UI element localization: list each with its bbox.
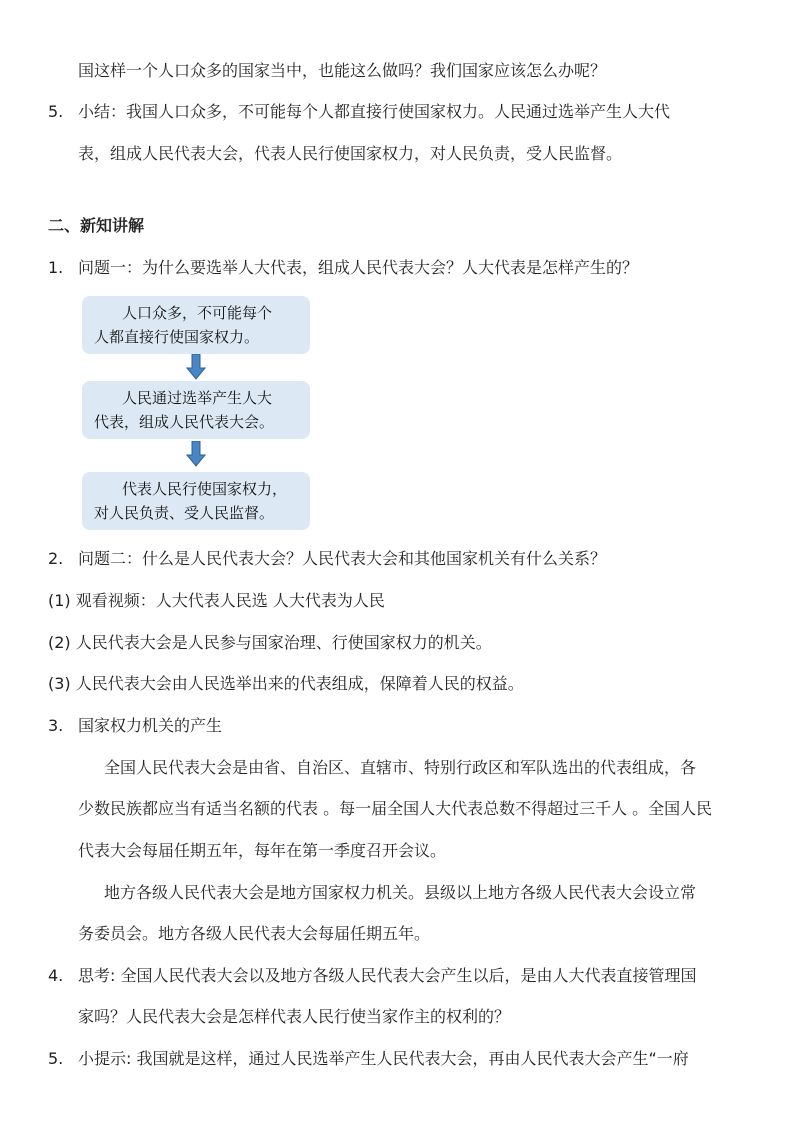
flow-box-1-line-2: 人都直接行使国家权力。 (94, 328, 260, 346)
intro-continuation-line: 国这样一个人口众多的国家当中，也能这么做吗？我们国家应该怎么办呢？ (78, 61, 607, 80)
paragraph-1-line-2: 少数民族都应当有适当名额的代表 。每一届全国人大代表总数不得超过三千人 。全国人民 (78, 799, 713, 818)
paragraph-1-line-3: 代表大会每届任期五年，每年在第一季度召开会议。 (78, 841, 447, 860)
sub-item-3: (3) 人民代表大会由人民选举出来的代表组成，保障着人民的权益。 (48, 674, 524, 693)
question-4-line-1: 思考: 全国人民代表大会以及地方各级人民代表大会产生以后，是由人大代表直接管理国 (78, 966, 697, 985)
hint-line-1: 小提示: 我国就是这样，通过人民选举产生人民代表大会，再由人民代表大会产生“一府 (78, 1049, 689, 1068)
question-2-text: 问题二：什么是人民代表大会？人民代表大会和其他国家机关有什么关系？ (78, 549, 607, 568)
question-4-line-2: 家吗？人民代表大会是怎样代表人民行使当家作主的权利的？ (78, 1007, 511, 1026)
item-number: 1. (48, 258, 64, 277)
sub-item-2: (2) 人民代表大会是人民参与国家治理、行使国家权力的机关。 (48, 633, 492, 652)
paragraph-1-line-1: 全国人民代表大会是由省、自治区、直辖市、特别行政区和军队选出的代表组成，各 (104, 758, 697, 777)
summary-line-2: 表，组成人民代表大会，代表人民行使国家权力，对人民负责，受人民监督。 (78, 144, 623, 163)
down-arrow-icon (186, 441, 206, 467)
item-number: 4. (48, 966, 64, 985)
flow-box-3-line-2: 对人民负责、受人民监督。 (94, 504, 275, 522)
sub-item-1: (1) 观看视频：人大代表人民选 人大代表为人民 (48, 591, 385, 610)
flow-box-3 (82, 472, 310, 530)
flow-box-3-line-1: 代表人民行使国家权力， (122, 480, 288, 498)
item-number: 5. (48, 1049, 64, 1068)
summary-line-1: 小结：我国人口众多，不可能每个人都直接行使国家权力。人民通过选举产生人大代 (78, 102, 671, 121)
section-heading: 二、新知讲解 (48, 216, 145, 235)
paragraph-2-line-2: 务委员会。地方各级人民代表大会每届任期五年。 (78, 924, 431, 943)
flow-box-2 (82, 381, 310, 439)
flow-box-2-line-2: 代表，组成人民代表大会。 (94, 413, 275, 431)
flow-box-1-line-1: 人口众多，不可能每个 (122, 304, 273, 322)
paragraph-2-line-1: 地方各级人民代表大会是地方国家权力机关。县级以上地方各级人民代表大会设立常 (104, 883, 697, 902)
item-number: 2. (48, 549, 64, 568)
flow-box-2-line-1: 人民通过选举产生人大 (122, 389, 273, 407)
item-number: 5. (48, 102, 64, 121)
item-number: 3. (48, 716, 64, 735)
question-3-text: 国家权力机关的产生 (78, 716, 223, 735)
flow-box-1 (82, 296, 310, 354)
down-arrow-icon (186, 354, 206, 380)
question-1-text: 问题一：为什么要选举人大代表，组成人民代表大会？人大代表是怎样产生的？ (78, 258, 639, 277)
